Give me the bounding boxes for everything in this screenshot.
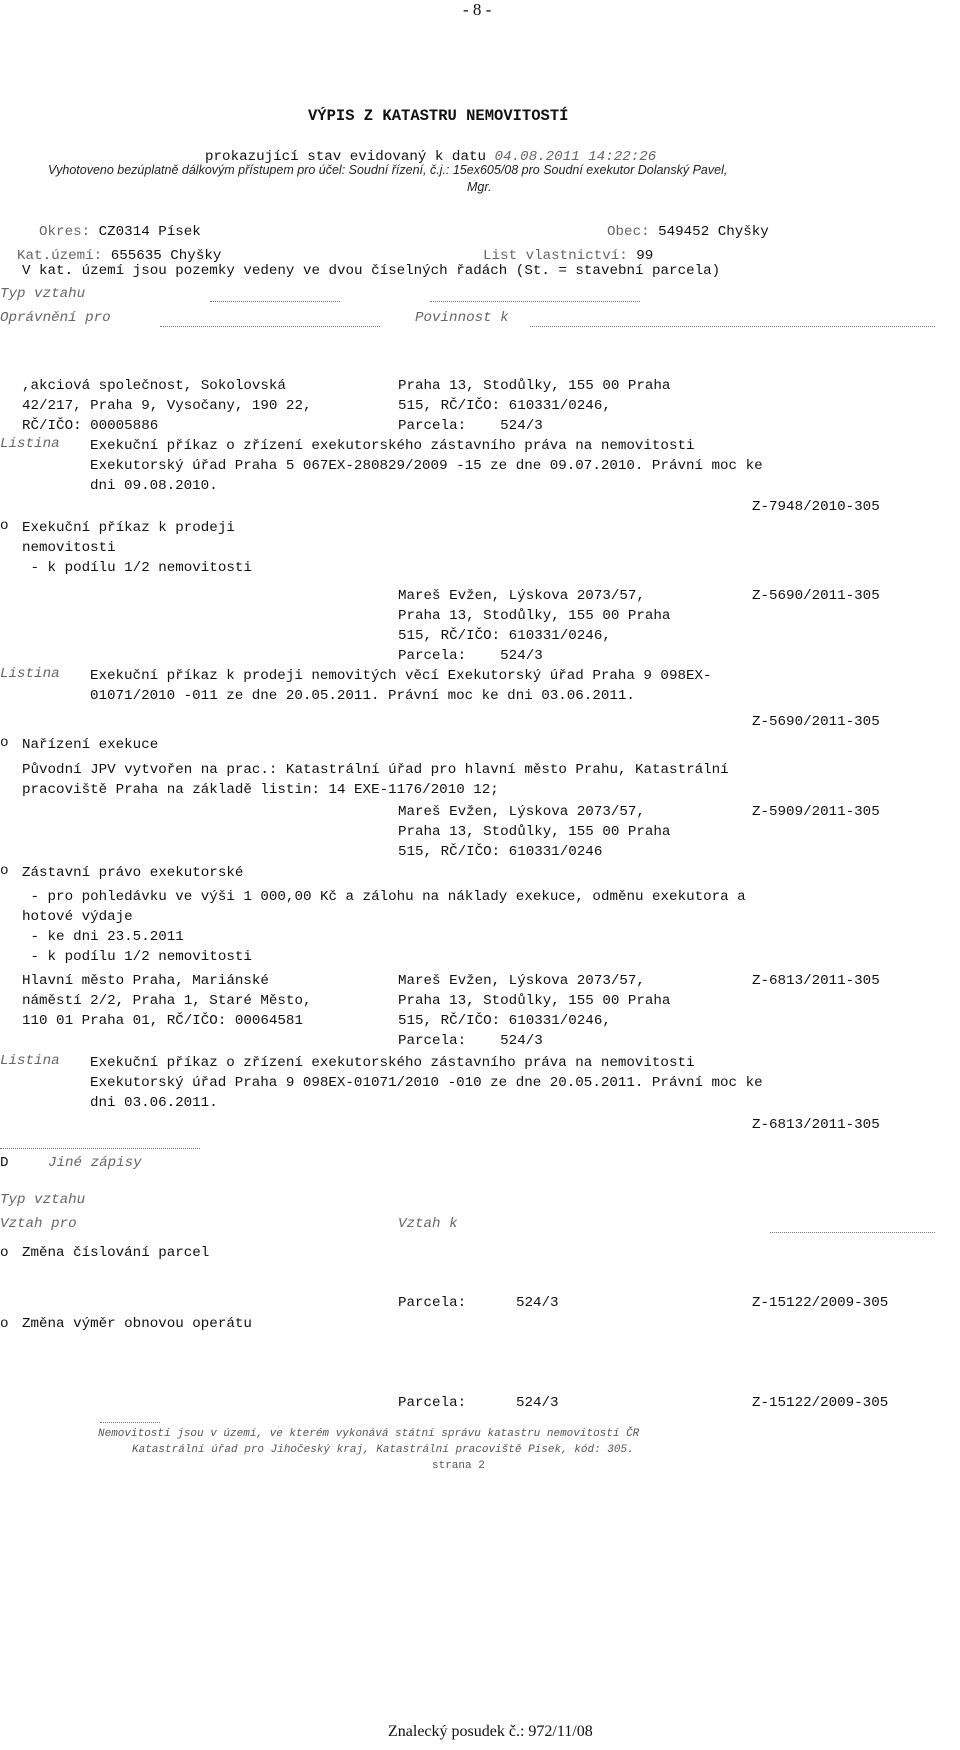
heading-vztah-pro: Vztah pro	[0, 1216, 77, 1232]
entry-text: Praha 13, Stodůlky, 155 00 Praha 515, RČ/IČO: 610331/0246, Parcela: 524/3	[398, 378, 671, 434]
entry-text: Z-5690/2011-305	[752, 588, 880, 604]
obec-value: 549452 Chyšky	[658, 224, 769, 240]
z-reference: Z-15122/2009-305	[752, 1295, 889, 1311]
section-d-title: Jiné zápisy	[48, 1155, 142, 1171]
dotted-divider	[0, 1148, 200, 1149]
entry-text: Z-6813/2011-305	[752, 1117, 880, 1133]
bullet: o	[0, 1316, 9, 1332]
okres-label: Okres:	[39, 224, 91, 240]
footer-line-2: Katastrální úřad pro Jihočeský kraj, Katastrální pracoviště Písek, kód: 305.	[132, 1444, 634, 1456]
entry-text: - pro pohledávku ve výši 1 000,00 Kč a zálohu na náklady exekuce, odměnu exekutora a hotové výdaje - ke dni 23.5.2011 - k podílu 1/2 nemovitosti	[22, 889, 746, 965]
footer-strana: strana 2	[432, 1460, 485, 1472]
z-reference: Z-15122/2009-305	[752, 1395, 889, 1411]
bullet: o	[0, 518, 9, 534]
document-title: VÝPIS Z KATASTRU NEMOVITOSTÍ	[308, 107, 569, 125]
entry-text: Nařízení exekuce	[22, 737, 159, 753]
entry-text: ,akciová společnost, Sokolovská 42/217, Praha 9, Vysočany, 190 22, RČ/IČO: 00005886	[22, 378, 312, 434]
bottom-note: Znalecký posudek č.: 972/11/08	[388, 1723, 593, 1740]
heading-povinnost-k: Povinnost k	[415, 310, 509, 326]
section-d-letter: D	[0, 1155, 9, 1171]
katuzemi-label: Kat.území:	[17, 248, 103, 264]
entry-text: Hlavní město Praha, Mariánské náměstí 2/2, Praha 1, Staré Město, 110 01 Praha 01, RČ/IČO: 00064581	[22, 973, 312, 1029]
parcela-label: Parcela:	[398, 1295, 467, 1311]
parcela-value: 524/3	[516, 1395, 559, 1411]
dotted-divider	[770, 1232, 935, 1233]
entry-text: Exekuční příkaz k prodeji nemovitosti - k podílu 1/2 nemovitosti	[22, 520, 252, 576]
zmena-cislovani: Změna číslování parcel	[22, 1245, 210, 1261]
entry-text: Původní JPV vytvořen na prac.: Katastrální úřad pro hlavní město Prahu, Katastrální pracoviště Praha na základě listin: 14 EXE-1176/2010 12;	[22, 762, 729, 798]
okres-value: CZ0314 Písek	[98, 224, 201, 240]
entry-text: Mareš Evžen, Lýskova 2073/57, Praha 13, Stodůlky, 155 00 Praha 515, RČ/IČO: 610331/0246, Parcela: 524/3	[398, 588, 671, 664]
lv-label: List vlastnictví:	[483, 248, 628, 264]
footer-line-1: Nemovitosti jsou v území, ve kterém vykonává státní správu katastru nemovitostí ČR	[98, 1428, 640, 1440]
dotted-divider	[530, 326, 935, 327]
parcela-label: Parcela:	[398, 1395, 467, 1411]
listina-label: Listina	[0, 436, 60, 452]
heading-typ-vztahu-2: Typ vztahu	[0, 1192, 86, 1208]
entry-text: Z-5909/2011-305	[752, 804, 880, 820]
listina-label: Listina	[0, 666, 60, 682]
entry-text: Exekuční příkaz o zřízení exekutorského zástavního práva na nemovitosti Exekutorský úřad Praha 9 098EX-01071/2010 -010 ze dne 20.05.2011. Právní moc ke dni 03.06.2011.	[90, 1055, 763, 1111]
bullet: o	[0, 735, 9, 751]
page-number: - 8 -	[463, 0, 492, 19]
bullet: o	[0, 863, 9, 879]
entry-text: Z-7948/2010-305	[752, 499, 880, 515]
entry-text: Z-5690/2011-305	[752, 714, 880, 730]
issued-line-1: Vyhotoveno bezúplatně dálkovým přístupem pro účel: Soudní řízení, č.j.: 15ex605/08 pro Soudní exekutor Dolanský Pavel,	[48, 163, 728, 177]
entry-text: Mareš Evžen, Lýskova 2073/57, Praha 13, Stodůlky, 155 00 Praha 515, RČ/IČO: 610331/0246, Parcela: 524/3	[398, 973, 671, 1049]
entry-text: Mareš Evžen, Lýskova 2073/57, Praha 13, Stodůlky, 155 00 Praha 515, RČ/IČO: 610331/0246	[398, 804, 671, 860]
heading-typ-vztahu: Typ vztahu	[0, 286, 86, 302]
lv-value: 99	[636, 248, 654, 264]
katuzemi-value: 655635 Chyšky	[110, 248, 222, 264]
entry-text: Exekuční příkaz o zřízení exekutorského zástavního práva na nemovitosti Exekutorský úřad Praha 5 067EX-280829/2009 -15 ze dne 09.07.2010. Právní moc ke dni 09.08.2010.	[90, 438, 763, 494]
dotted-divider	[430, 301, 640, 302]
listina-label: Listina	[0, 1053, 60, 1069]
entry-text: Exekuční příkaz k prodeji nemovitých věcí Exekutorský úřad Praha 9 098EX- 01071/2010 -011 ze dne 20.05.2011. Právní moc ke dni 03.06.2011.	[90, 668, 712, 704]
entry-text: Z-6813/2011-305	[752, 973, 880, 989]
bullet: o	[0, 1245, 9, 1261]
dotted-divider	[210, 301, 340, 302]
subtitle-date: 04.08.2011 14:22:26	[494, 149, 657, 165]
subtitle-prefix: prokazující stav evidovaný k datu	[205, 149, 486, 165]
heading-vztah-k: Vztah k	[398, 1216, 458, 1232]
dotted-divider	[100, 1422, 160, 1423]
lv-row	[466, 232, 653, 264]
parcel-note: V kat. území jsou pozemky vedeny ve dvou číselných řadách (St. = stavební parcela)	[22, 263, 721, 279]
heading-opravneni-pro: Oprávnění pro	[0, 310, 111, 326]
parcela-value: 524/3	[516, 1295, 559, 1311]
dotted-divider	[160, 326, 380, 327]
obec-label: Obec:	[607, 224, 650, 240]
zmena-vymer: Změna výměr obnovou operátu	[22, 1316, 252, 1332]
katuzemi-row	[0, 232, 221, 264]
entry-text: Zástavní právo exekutorské	[22, 865, 244, 881]
subtitle	[188, 133, 656, 165]
issued-line-2: Mgr.	[467, 180, 492, 194]
